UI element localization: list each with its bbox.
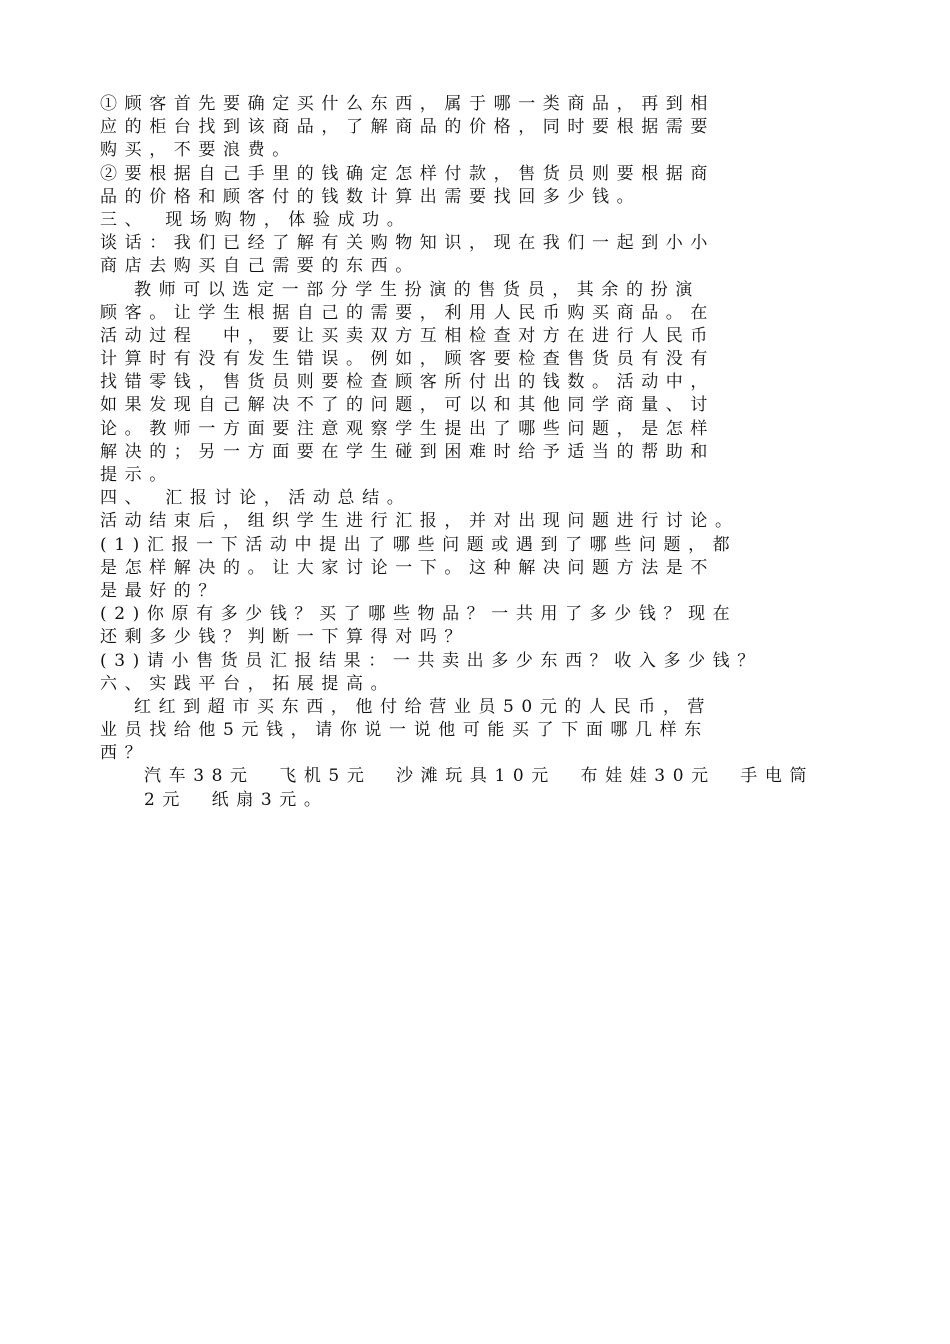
text-line: 购买，不要浪费。 xyxy=(100,140,297,161)
text-line: 顾客。让学生根据自己的需要，利用人民币购买商品。在 xyxy=(100,302,715,323)
text-line: 汽车38元 飞机5元 沙滩玩具10元 布娃娃30元 手电筒 xyxy=(144,766,815,787)
section-heading: 三、 现场购物，体验成功。 xyxy=(100,209,412,230)
text-line: 2元 纸扇3元。 xyxy=(144,789,329,810)
text-line: 论。教师一方面要注意观察学生提出了哪些问题，是怎样 xyxy=(100,418,715,439)
text-line: 是怎样解决的。让大家讨论一下。这种解决问题方法是不 xyxy=(100,557,715,578)
text-line: 品的价格和顾客付的钱数计算出需要找回多少钱。 xyxy=(100,186,642,207)
section-heading: 四、 汇报讨论，活动总结。 xyxy=(100,488,412,509)
section-heading: 六、实践平台，拓展提高。 xyxy=(100,673,396,694)
text-line: 业员找给他5元钱，请你说一说他可能买了下面哪几样东 xyxy=(100,720,709,741)
text-line: 商店去购买自己需要的东西。 xyxy=(100,256,420,277)
text-line: 如果发现自己解决不了的问题，可以和其他同学商量、讨 xyxy=(100,395,715,416)
text-line: 活动过程 中，要让买卖双方互相检查对方在进行人民币 xyxy=(100,325,715,346)
text-line: 应的柜台找到该商品，了解商品的价格，同时要根据需要 xyxy=(100,117,715,138)
text-line: (1)汇报一下活动中提出了哪些问题或遇到了哪些问题，都 xyxy=(100,534,738,555)
text-line: 红红到超市买东西，他付给营业员50元的人民币，营 xyxy=(134,696,713,717)
text-line: 解决的；另一方面要在学生碰到困难时给予适当的帮助和 xyxy=(100,441,715,462)
text-line: (2)你原有多少钱？买了哪些物品？一共用了多少钱？现在 xyxy=(100,604,738,625)
document-body xyxy=(100,93,860,812)
text-line: 找错零钱，售货员则要检查顾客所付出的钱数。活动中， xyxy=(100,372,715,393)
text-line: 西？ xyxy=(100,743,150,764)
text-line: ①顾客首先要确定买什么东西，属于哪一类商品，再到相 xyxy=(100,94,715,114)
text-line: 是最好的？ xyxy=(100,580,223,601)
text-line: 计算时有没有发生错误。例如，顾客要检查售货员有没有 xyxy=(100,349,715,370)
text-line: 谈话：我们已经了解有关购物知识，现在我们一起到小小 xyxy=(100,233,715,254)
text-line: 提示。 xyxy=(100,465,174,485)
text-line: 活动结束后，组织学生进行汇报，并对出现问题进行讨论。 xyxy=(100,511,740,532)
text-line: ②要根据自己手里的钱确定怎样付款，售货员则要根据商 xyxy=(100,163,715,184)
text-line: (3)请小售货员汇报结果：一共卖出多少东西？收入多少钱？ xyxy=(100,650,762,671)
text-line: 教师可以选定一部分学生扮演的售货员，其余的扮演 xyxy=(134,279,700,300)
text-line: 还剩多少钱？判断一下算得对吗？ xyxy=(100,627,469,648)
